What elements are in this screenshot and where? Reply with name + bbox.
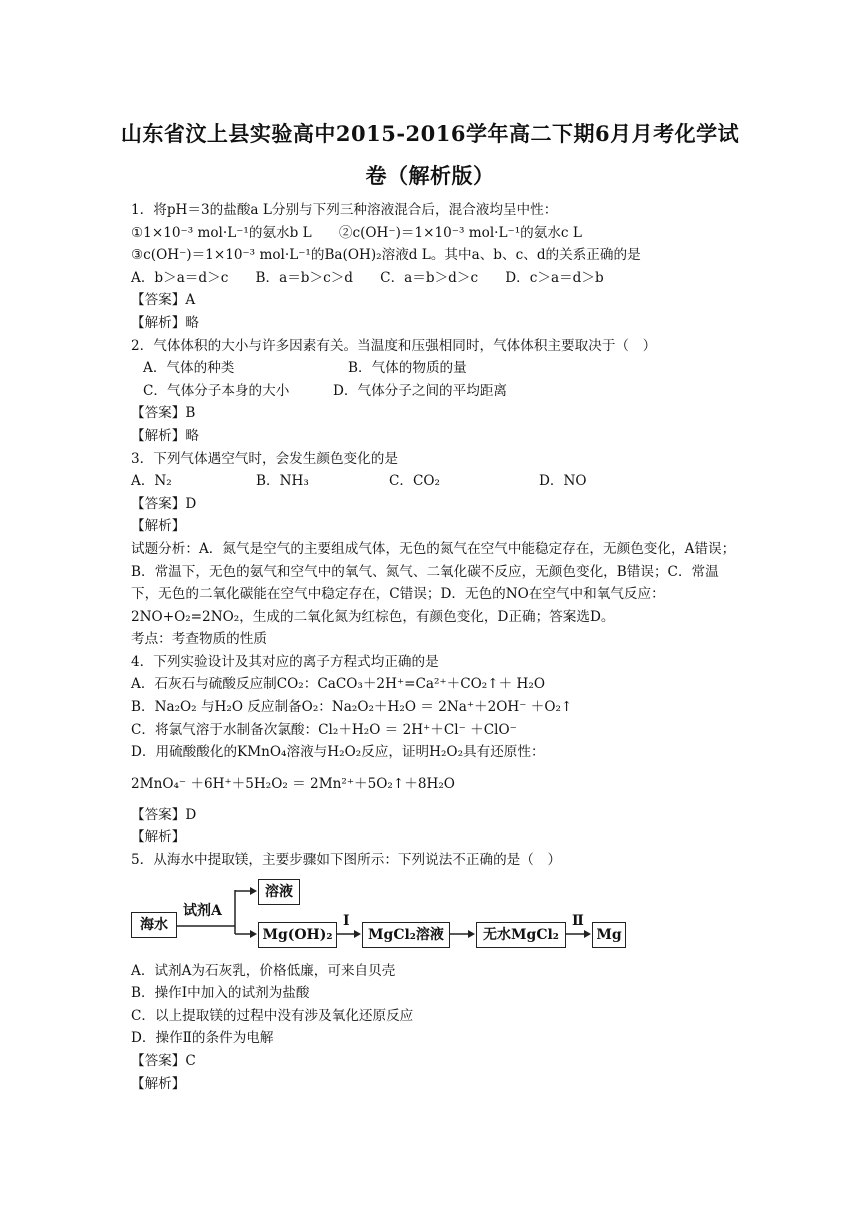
- q2-stem: 2．气体体积的大小与许多因素有关。当温度和压强相同时，气体体积主要取决于（ ）: [131, 337, 657, 354]
- q5-answer: 【答案】C: [131, 1053, 196, 1069]
- mg-box: Mg: [592, 922, 626, 948]
- mgcl2-solution-box: MgCl₂溶液: [362, 922, 450, 948]
- q1-options: A．b＞a＝d＞c B．a＝b＞c＞d C．a＝b＞d＞c D．c＞a＝d＞b: [131, 269, 604, 286]
- step-one-label: Ⅰ: [343, 912, 350, 929]
- q3-option-d: D．NO: [539, 473, 587, 490]
- q4-stem: 4．下列实验设计及其对应的离子方程式均正确的是: [131, 653, 439, 670]
- q1-analysis: 【解析】略: [131, 314, 199, 331]
- q1-stem: 1．将pH＝3的盐酸a L分别与下列三种溶液混合后，混合液均呈中性：: [131, 202, 558, 218]
- mg-hydroxide-box: Mg(OH)₂: [258, 922, 337, 948]
- q4-option-d: D．用硫酸酸化的KMnO₄溶液与H₂O₂反应，证明H₂O₂具有还原性：: [131, 744, 545, 761]
- q2-option-a: A．气体的种类: [143, 360, 235, 377]
- q3-option-c: C．CO₂: [389, 473, 440, 490]
- q5-option-c: C．以上提取镁的过程中没有涉及氧化还原反应: [131, 1007, 414, 1024]
- q2-options-row2: [131, 380, 736, 403]
- q1-line3: ③c(OH⁻)＝1×10⁻³ mol·L⁻¹的Ba(OH)₂溶液d L。其中a、b、c、d的关系正确的是: [131, 247, 641, 264]
- q5-option-d: D．操作Ⅱ的条件为电解: [131, 1030, 274, 1047]
- q2-options-row1: [131, 357, 736, 380]
- q2-option-d: D．气体分子之间的平均距离: [333, 382, 508, 399]
- q1-answer: 【答案】A: [131, 292, 196, 309]
- q3-point: 考点：考查物质的性质: [131, 631, 267, 648]
- q4-option-a: A．石灰石与硫酸反应制CO₂：CaCO₃＋2H⁺=Ca²⁺＋CO₂↑＋ H₂O: [131, 676, 545, 693]
- q2-analysis: 【解析】略: [131, 427, 199, 444]
- step-two-label: Ⅱ: [572, 912, 584, 929]
- q3-options: [131, 470, 736, 493]
- q3-analysis: 【解析】: [131, 518, 186, 535]
- q3-option-b: B．NH₃: [256, 473, 309, 490]
- q4-equation: 2MnO₄⁻ ＋6H⁺＋5H₂O₂ ＝ 2Mn²⁺＋5O₂↑＋8H₂O: [131, 775, 455, 792]
- q4-option-c: C．将氯气溶于水制备次氯酸：Cl₂＋H₂O ＝ 2H⁺＋Cl⁻ ＋ClO⁻: [131, 721, 517, 738]
- anhydrous-mgcl2-box: 无水MgCl₂: [476, 922, 566, 948]
- q2-option-c: C．气体分子本身的大小: [143, 382, 290, 399]
- seawater-box: 海水: [131, 912, 177, 938]
- q4-answer: 【答案】D: [131, 806, 197, 823]
- q3-detail: 试题分析：A．氮气是空气的主要组成气体，无色的氮气在空气中能稳定存在，无颜色变化，A错误；B．常温下，无色的氨气和空气中的氧气、氮气、二氧化碳不反应，无颜色变化，B错误；C．常温下，无色的二氧化碳能在空气中稳定存在，C错误；D．无色的NO在空气中和氧气反应：2NO+O₂=2NO₂，生成的二氧化氮为红棕色，有颜色变化，D正确；答案选D。: [131, 540, 736, 625]
- solution-box: 溶液: [258, 879, 300, 905]
- reagent-a-label: 试剂A: [183, 902, 222, 919]
- mg-extraction-flowchart: [131, 880, 736, 952]
- q3-answer: 【答案】D: [131, 495, 197, 512]
- q3-stem: 3．下列气体遇空气时，会发生颜色变化的是: [131, 450, 398, 467]
- q4-analysis: 【解析】: [131, 829, 186, 846]
- q1-line2: ①1×10⁻³ mol·L⁻¹的氨水b L ②c(OH⁻)＝1×10⁻³ mol·L⁻¹的氨水c L: [131, 224, 582, 241]
- document-body: [131, 199, 736, 1095]
- q4-option-b: B．Na₂O₂ 与H₂O 反应制备O₂：Na₂O₂＋H₂O ＝ 2Na⁺＋2OH⁻ ＋O₂↑: [131, 699, 573, 716]
- q2-option-b: B．气体的物质的量: [348, 360, 467, 377]
- q5-option-a: A．试剂A为石灰乳，价格低廉，可来自贝壳: [131, 962, 396, 979]
- page-title-line1: 山东省汶上县实验高中2015-2016学年高二下期6月月考化学试: [120, 121, 740, 146]
- q5-stem: 5．从海水中提取镁，主要步骤如下图所示：下列说法不正确的是（ ）: [131, 852, 562, 869]
- q5-option-b: B．操作Ⅰ中加入的试剂为盐酸: [131, 985, 310, 1002]
- q2-answer: 【答案】B: [131, 405, 196, 422]
- q3-option-a: A．N₂: [131, 473, 172, 490]
- page-title-line2: 卷（解析版）: [365, 163, 495, 188]
- q5-analysis: 【解析】: [131, 1075, 186, 1092]
